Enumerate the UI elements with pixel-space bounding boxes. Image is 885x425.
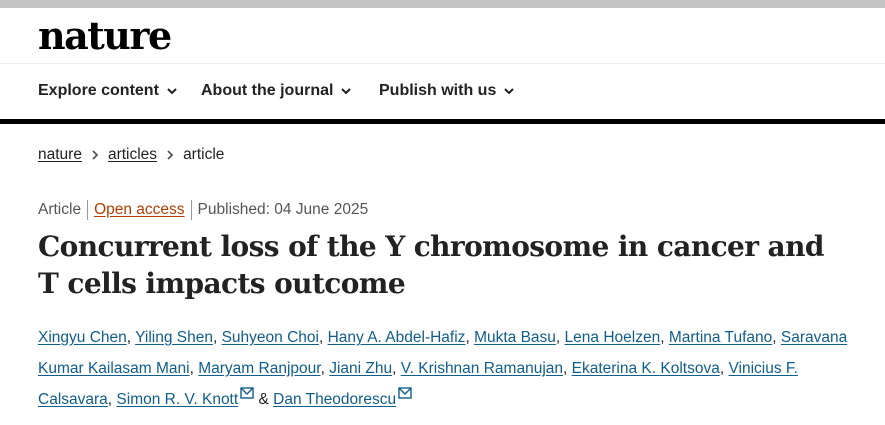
nav-publish-with-us[interactable]	[379, 81, 515, 101]
top-strip	[0, 0, 885, 8]
meta-divider	[87, 200, 88, 220]
main-nav	[0, 64, 885, 119]
author-link[interactable]: Hany A. Abdel-Hafiz	[327, 329, 466, 346]
nav-about-the-journal[interactable]	[201, 81, 352, 101]
author-link[interactable]: Yiling Shen	[135, 329, 213, 346]
nav-label: Explore content	[38, 82, 159, 99]
author-separator: ,	[392, 360, 401, 377]
chevron-down-icon	[166, 85, 178, 97]
chevron-right-icon	[165, 149, 175, 161]
author-link[interactable]: Vinicius F. Calsavara	[38, 360, 798, 408]
author-link[interactable]: Ekaterina K. Koltsova	[571, 360, 720, 377]
author-separator: ,	[318, 329, 328, 346]
nature-logo[interactable]: nature	[38, 13, 171, 58]
breadcrumb-current: article	[183, 146, 225, 163]
author-link[interactable]: Saravana Kumar Kailasam Mani	[38, 329, 848, 377]
author-list	[38, 322, 858, 415]
chevron-right-icon	[90, 149, 100, 161]
article-title: Concurrent loss of the Y chromosome in cancer and T cells impacts outcome	[38, 230, 824, 300]
nav-divider	[0, 119, 885, 124]
author-separator: ,	[719, 360, 729, 377]
author-joiner: &	[254, 391, 274, 408]
author-link[interactable]: Lena Hoelzen	[564, 329, 661, 346]
nav-label: About the journal	[201, 82, 334, 99]
breadcrumb-nature[interactable]: nature	[38, 146, 82, 163]
author-link[interactable]: Suhyeon Choi	[221, 329, 319, 346]
mail-icon[interactable]	[398, 387, 412, 399]
author-separator: ,	[772, 329, 781, 346]
author-separator: ,	[320, 360, 330, 377]
chevron-down-icon	[503, 85, 515, 97]
open-access-link[interactable]: Open access	[94, 201, 185, 218]
author-separator: ,	[212, 329, 222, 346]
author-link[interactable]: Mukta Basu	[474, 329, 556, 346]
chevron-down-icon	[340, 85, 352, 97]
author-separator: ,	[189, 360, 199, 377]
meta-divider	[191, 200, 192, 220]
breadcrumb-articles[interactable]: articles	[107, 146, 158, 163]
author-link[interactable]: V. Krishnan Ramanujan	[400, 360, 563, 377]
author-separator: ,	[660, 329, 669, 346]
author-separator: ,	[465, 329, 475, 346]
nav-explore-content[interactable]	[38, 81, 178, 101]
author-link[interactable]: Dan Theodorescu	[273, 391, 397, 408]
breadcrumb	[38, 145, 224, 165]
author-link[interactable]: Jiani Zhu	[329, 360, 393, 377]
author-link[interactable]: Maryam Ranjpour	[198, 360, 321, 377]
author-separator: ,	[555, 329, 565, 346]
site-header	[0, 8, 885, 64]
author-link[interactable]: Martina Tufano	[668, 329, 773, 346]
mail-icon[interactable]	[240, 387, 254, 399]
author-separator: ,	[126, 329, 136, 346]
author-separator: ,	[107, 391, 117, 408]
article-type: Article	[38, 201, 82, 218]
author-separator: ,	[563, 360, 572, 377]
article-meta	[38, 200, 368, 220]
nav-label: Publish with us	[379, 82, 497, 99]
author-link[interactable]: Xingyu Chen	[38, 329, 127, 346]
author-link[interactable]: Simon R. V. Knott	[116, 391, 239, 408]
published-date: Published: 04 June 2025	[197, 201, 369, 218]
